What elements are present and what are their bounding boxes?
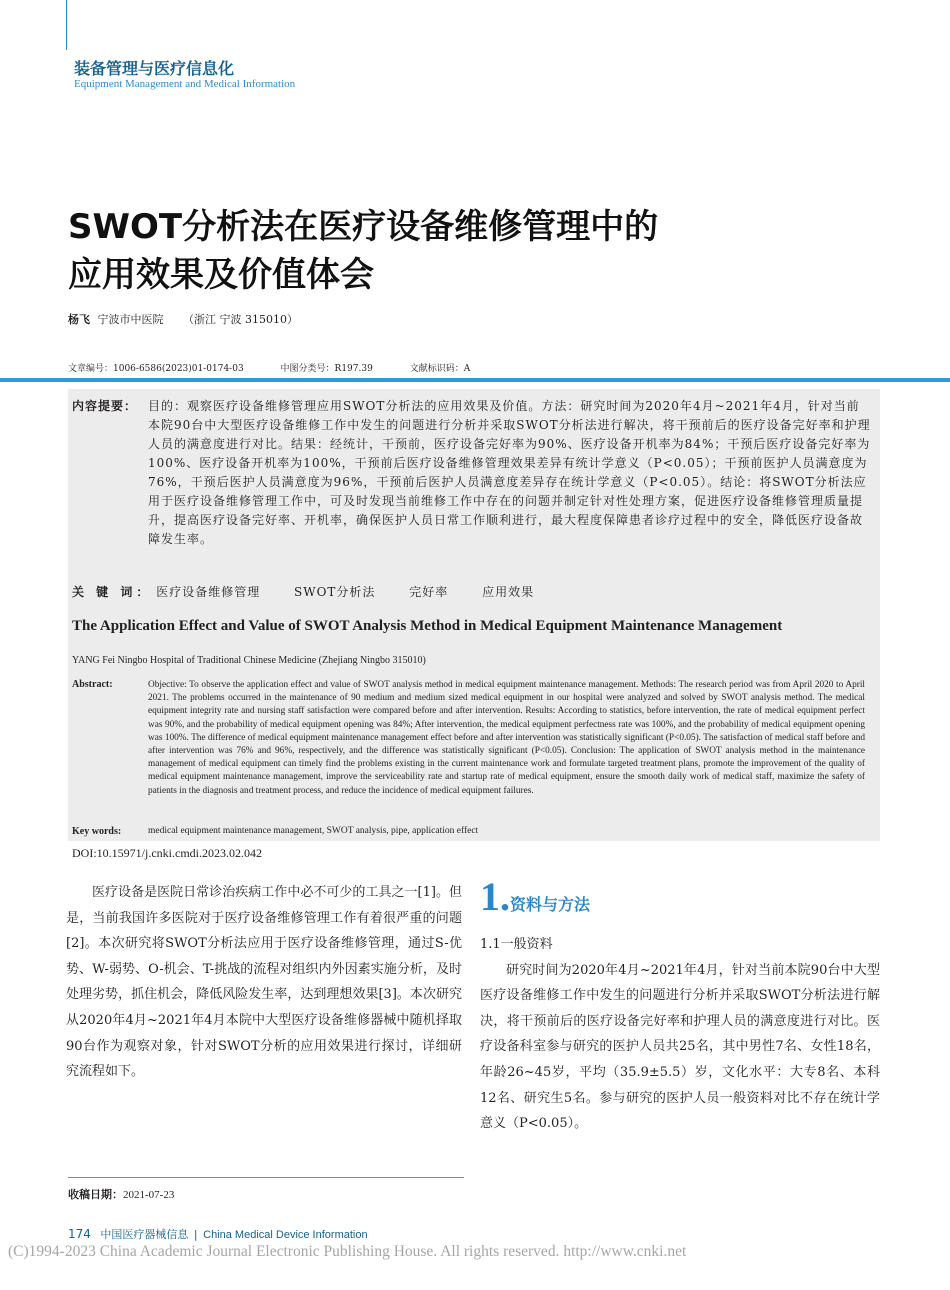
section-heading [480,873,590,923]
english-title: The Application Effect and Value of SWOT Analysis Method in Medical Equipment Maintenance Management [72,618,783,634]
author-name: 杨飞 [68,313,90,326]
title-line-1: SWOT分析法在医疗设备维修管理中的 [68,207,659,247]
keyword-item: 应用效果 [482,585,535,599]
english-abstract-text: Objective: To observe the application effect and value of SWOT analysis method in medical equipment maintenance management. Methods: The research period was from April 2020 to April 2021. The problems occurred in the maintenance of 90 medium and medium sized medical equipment in our hospital were analyzed and solved by SWOT analysis method. The medical equipment integrity rate and nursing staff satisfaction were compared before and after intervention. Results: According to statistics, before intervention, the rate of medical equipment perfect was 90%, and the probability of medical equipment opening was 84%; After intervention, the medical equipment perfectness rate was 100%, and the probability of medical equipment opening was 100%. The difference of medical equipment maintenance management effect before and after intervention was statistically significant (P<0.05). The satisfaction of medical staff before and after intervention was 76% and 96%, respectively, and the difference was statistically significant (P<0.05). Conclusion: The application of SWOT analysis method in the maintenance management of medical equipment can timely find the problems existing in the current maintenance work and formulate targeted treatment plans, promote the improvement of the quality of medical equipment maintenance management, improve the serviceability rate and startup rate of medical equipment, ensure the smooth daily work of medical staff, maximize the safety of patients in the diagnosis and treatment process, and reduce the incidence of medical equipment failures. [148,680,865,796]
section-heading-title: 资料与方法 [510,895,591,914]
keyword-item: SWOT分析法 [294,585,376,599]
author-location: （浙江 宁波 315010） [183,313,298,326]
abstract-cn [72,397,872,546]
keywords-cn-label: 关 键 词： [72,585,153,599]
footer-separator: | [193,1228,198,1241]
footnote-rule [68,1177,464,1178]
methods-paragraph: 研究时间为2020年4月~2021年4月，针对当前本院90台中大型医疗设备维修工作中发生的问题进行分析并采取SWOT分析法进行解决，将干预前后的医疗设备完好率和护理人员的满意度进行对比。医疗设备科室参与研究的医护人员共25名，其中男性7名、女性18名，年龄26~45岁，平均（35.9±5.5）岁，文化水平：大专8名、本科12名、研究生5名。参与研究的医护人员一般资料对比不存在统计学意义（P<0.05）。 [480,962,880,1132]
keyword-item: 医疗设备维修管理 [156,585,261,599]
methods-column [480,932,880,1137]
intro-paragraph: 医疗设备是医院日常诊治疾病工作中必不可少的工具之一[1]。但是，当前我国许多医院对于医疗设备维修管理工作有着很严重的问题[2]。本次研究将SWOT分析法应用于医疗设备维修管理，通过S-优势、W-弱势、O-机会、T-挑战的流程对组织内外因素实施分析，及时处理劣势，抓住机会，降低风险发生率，达到理想效果[3]。本次研究从2020年4月~2021年4月本院中大型医疗设备维修器械中随机择取90台作为观察对象，针对SWOT分析的应用效果进行探讨，详细研究流程如下。 [66,885,462,1080]
article-title [68,203,868,299]
keywords-cn [72,583,564,600]
journal-name-cn: 中国医疗器械信息 [100,1228,189,1241]
english-keywords: medical equipment maintenance management, SWOT analysis, pipe, application effect [148,826,479,836]
journal-name-en: China Medical Device Information [203,1229,368,1241]
page-footer [68,1226,368,1242]
section-title-cn: 装备管理与医疗信息化 [74,59,235,78]
author-affiliation: 宁波市中医院 [97,313,164,326]
received-date [68,1186,174,1202]
copyright-notice: (C)1994-2023 China Academic Journal Electronic Publishing House. All rights reserved. http://www.cnki.net [8,1243,687,1260]
keyword-item: 完好率 [409,585,449,599]
abstract-cn-text: 目的：观察医疗设备维修管理应用SWOT分析法的应用效果及价值。方法：研究时间为2020年4月~2021年4月，针对当前本院90台中大型医疗设备维修工作中发生的问题进行分析并采取SWOT分析法进行解决，将干预前后的医疗设备完好率和护理人员的满意度进行对比。结果：经统计，干预前，医疗设备完好率为90%、医疗设备开机率为84%；干预后医疗设备完好率为100%、医疗设备开机率为100%，干预前后医疗设备维修管理效果差异有统计学意义（P<0.05）；干预前医护人员满意度为76%，干预后医护人员满意度为96%，干预前后医护人员满意度差异存在统计学意义（P<0.05）。结论：将SWOT分析法应用于医疗设备维修管理工作中，可及时发现当前维修工作中存在的问题并制定针对性处理方案，促进医疗设备维修管理质量提升，提高医疗设备完好率、开机率，确保医护人员日常工作顺利进行，最大程度保障患者诊疗过程中的安全，降低医疗设备故障发生率。 [148,399,871,546]
header-rule [66,0,67,50]
title-line-2: 应用效果及价值体会 [68,255,374,295]
english-abstract-label: Abstract: [72,679,113,690]
english-author: YANG Fei Ningbo Hospital of Traditional Chinese Medicine (Zhejiang Ningbo 315010) [72,655,426,666]
article-meta [68,361,504,374]
clc-number: 中图分类号：R197.39 [280,364,373,374]
page-number: 174 [68,1227,91,1241]
section-number: 1. [480,874,510,919]
document-code: 文献标识码：A [409,364,471,374]
divider-bar [0,378,950,382]
article-number: 文章编号：1006-6586(2023)01-0174-03 [68,364,244,374]
section-title-en: Equipment Management and Medical Information [74,78,296,90]
received-label: 收稿日期： [68,1188,123,1201]
received-value: 2021-07-23 [123,1189,175,1201]
subsection-heading: 1.1一般资料 [480,937,553,952]
abstract-cn-label: 内容提要： [72,399,138,413]
author-line [68,311,298,327]
english-keywords-label: Key words: [72,826,122,837]
doi: DOI:10.15971/j.cnki.cmdi.2023.02.042 [72,846,262,860]
